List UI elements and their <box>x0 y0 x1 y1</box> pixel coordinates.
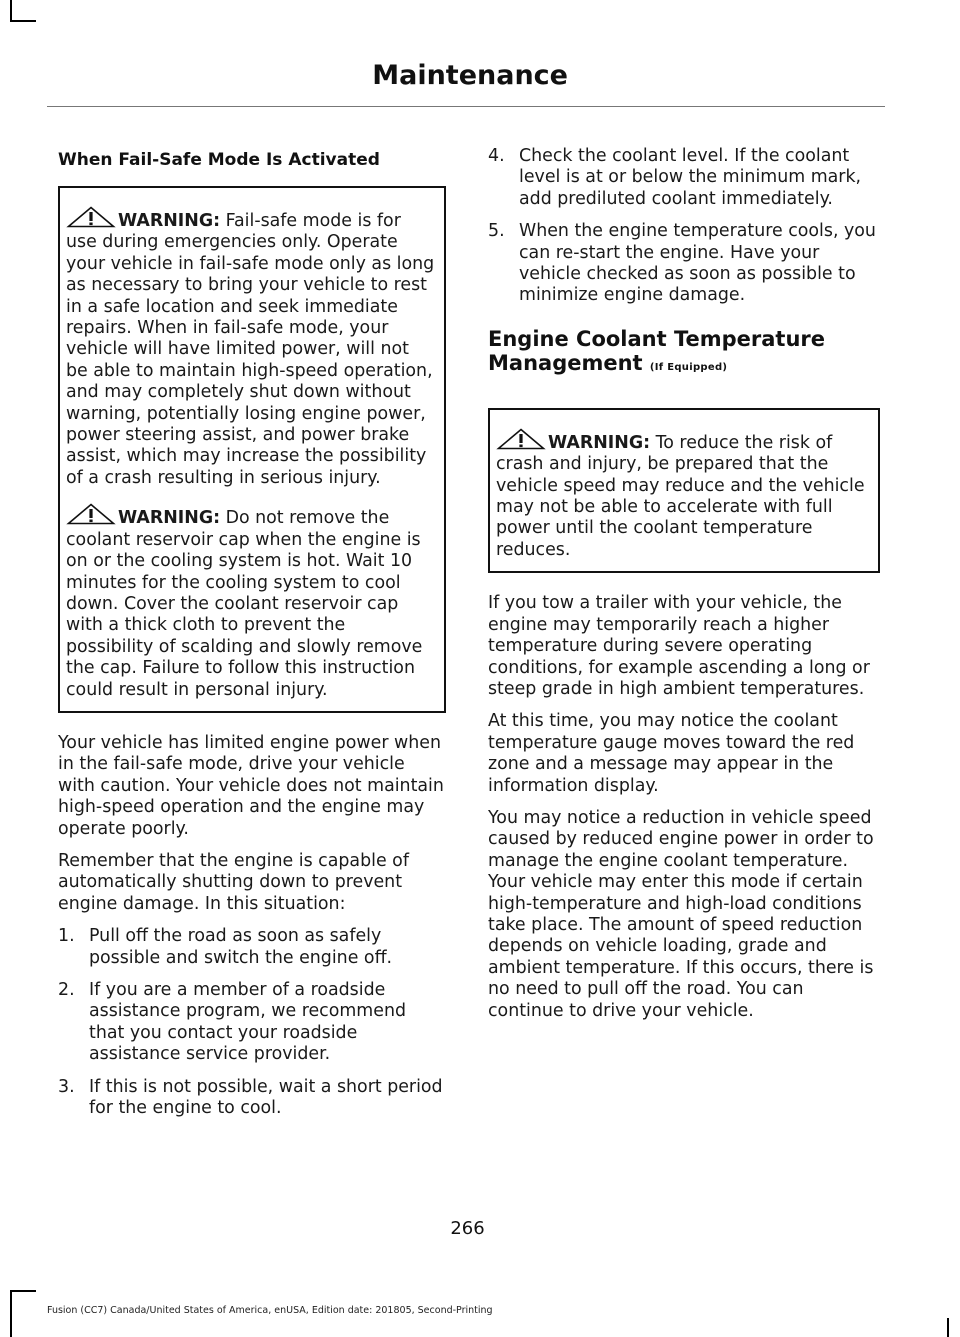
step-number: 1. <box>58 926 75 947</box>
crop-mark-top-left-vertical <box>10 0 12 22</box>
left-column <box>58 146 446 1130</box>
paragraph: Remember that the engine is capable of automatically shutting down to prevent engine damage. In this situation: <box>58 850 409 914</box>
step-number: 3. <box>58 1076 75 1097</box>
section-title-coolant <box>488 327 880 380</box>
right-column <box>488 146 880 1033</box>
paragraph: You may notice a reduction in vehicle speed caused by reduced engine power in order to manage the engine coolant temperature. Your vehicle may enter this mode if certain high-temperature and high-load conditions take place. The amount of speed reduction depends on vehicle loading, grade and ambient temperature. If this occurs, there is no need to pull off the road. You can continue to drive your vehicle. <box>488 807 874 1021</box>
crop-mark-bottom-right-vertical <box>947 1318 949 1337</box>
section-heading-fail-safe: When Fail-Safe Mode Is Activated <box>58 150 380 170</box>
header-divider <box>47 106 885 107</box>
page-title: Maintenance <box>372 60 568 91</box>
paragraph: At this time, you may notice the coolant temperature gauge moves toward the red zone and a message may appear in the information display. <box>488 711 855 796</box>
warning-label: WARNING: <box>118 211 221 231</box>
step-number: 2. <box>58 980 75 1000</box>
page-number: 266 <box>450 1218 485 1239</box>
list-item <box>488 146 880 210</box>
paragraph: Your vehicle has limited engine power when in the fail-safe mode, drive your vehicle with caution. Your vehicle does not maintain high-speed operation and the engine may operate poorly. <box>58 732 444 839</box>
warning-label: WARNING: <box>118 508 221 529</box>
steps-list <box>488 146 880 307</box>
list-item <box>58 980 446 1066</box>
crop-mark-bottom-left-horizontal <box>10 1290 36 1292</box>
warning-box-coolant <box>488 408 880 573</box>
steps-list <box>58 926 446 1119</box>
warning-triangle-icon <box>66 503 116 525</box>
warning-text: Do not remove the coolant reservoir cap when the engine is on or the cooling system is hot. Wait 10 minutes for the cooling system to cool down. Cover the coolant reservoir cap with a thick cloth to prevent the possibility of scalding and slowly remove the cap. Failure to follow this instruction could result in personal injury. <box>66 508 423 700</box>
warning-box-fail-safe <box>58 186 446 713</box>
step-text: If you are a member of a roadside assistance program, we recommend that you contact your roadside assistance service provider. <box>89 980 407 1065</box>
step-number: 4. <box>488 146 505 166</box>
warning-text: Fail-safe mode is for use during emergencies only. Operate your vehicle in fail-safe mode only as long as necessary to bring your vehicle to rest in a safe location and seek immediate repairs. When in fail-safe mode, your vehicle will have limited power, will not be able to maintain high-speed operation, and may completely shut down without warning, potentially losing engine power, power steering assist, and power brake assist, which may increase the possibility of a crash resulting in serious injury. <box>66 211 435 488</box>
warning-text: To reduce the risk of crash and injury, be prepared that the vehicle speed may reduce and the vehicle may not be able to accelerate with full power until the coolant temperature reduces. <box>496 432 865 560</box>
crop-mark-top-left-horizontal <box>10 20 36 22</box>
step-text: Check the coolant level. If the coolant level is at or below the minimum mark, add prediluted coolant immediately. <box>519 146 862 209</box>
section-qualifier: (If Equipped) <box>649 361 728 373</box>
step-text: If this is not possible, wait a short period for the engine to cool. <box>89 1076 443 1119</box>
warning-block <box>66 503 436 701</box>
list-item <box>58 926 446 969</box>
warning-block <box>66 206 436 489</box>
warning-triangle-icon <box>496 428 546 450</box>
crop-mark-bottom-left-vertical <box>10 1290 12 1337</box>
paragraph: If you tow a trailer with your vehicle, the engine may temporarily reach a higher temperature during severe operating conditions, for example ascending a long or steep grade in high ambient temperatures. <box>488 593 870 699</box>
step-number: 5. <box>488 221 505 242</box>
list-item <box>58 1077 446 1120</box>
section-title-text: Engine Coolant Temperature Management <box>488 326 826 375</box>
list-item <box>488 221 880 307</box>
warning-triangle-icon <box>66 206 116 228</box>
warning-block <box>496 428 870 561</box>
footer-edition-info: Fusion (CC7) Canada/United States of America, enUSA, Edition date: 201805, Second-Printing <box>47 1305 493 1316</box>
warning-label: WARNING: <box>548 432 651 453</box>
step-text: Pull off the road as soon as safely possible and switch the engine off. <box>89 926 393 968</box>
step-text: When the engine temperature cools, you can re-start the engine. Have your vehicle checked as soon as possible to minimize engine damage. <box>519 221 876 306</box>
